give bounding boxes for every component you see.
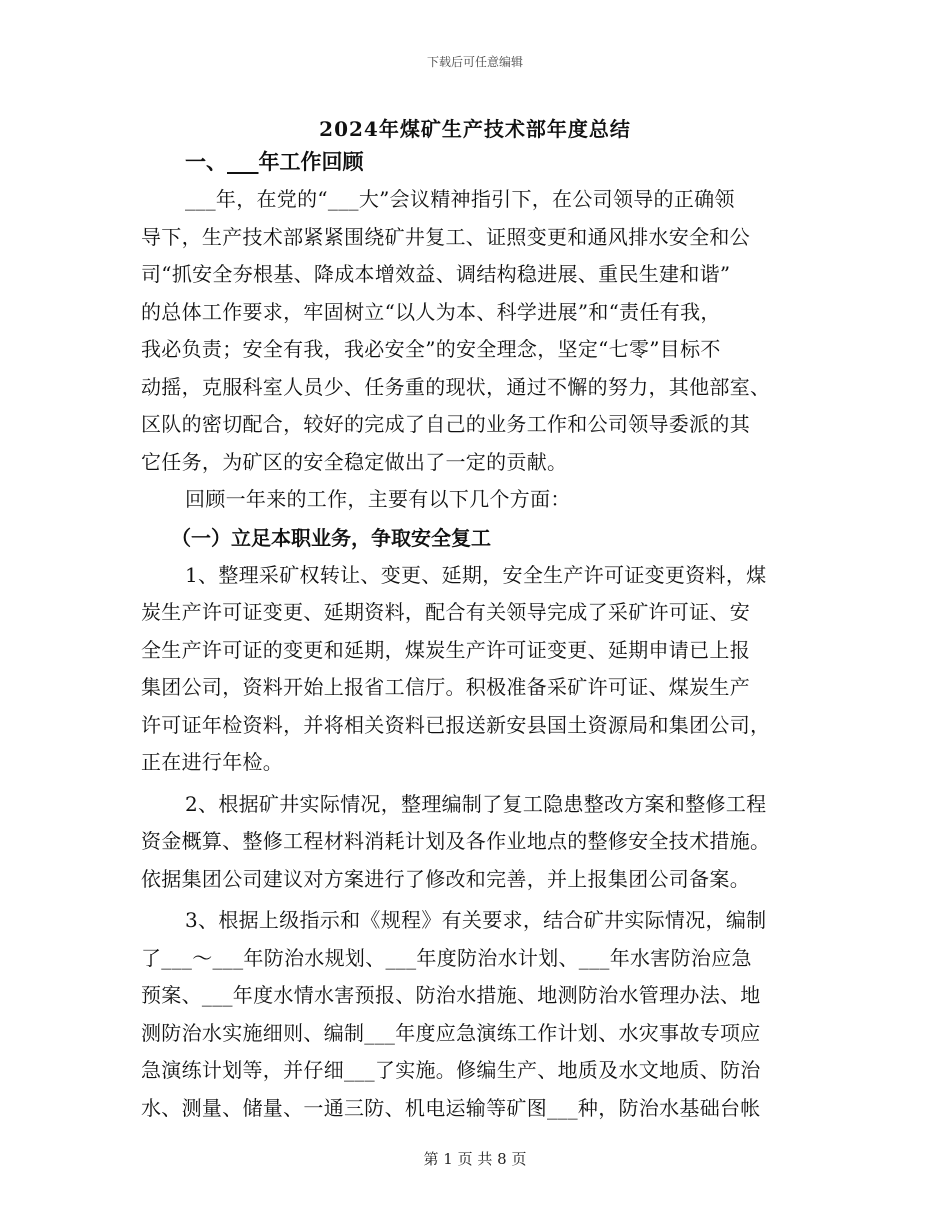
paragraph-line: 水、测量、储量、一通三防、机电运输等矿图___种，防治水基础台帐	[141, 1095, 761, 1120]
paragraph-line: 回顾一年来的工作，主要有以下几个方面：	[185, 487, 571, 511]
paragraph-line: ___年，在党的“___大”会议精神指引下，在公司领导的正确领	[185, 187, 735, 211]
paragraph-line: 测防治水实施细则、编制___年度应急演练工作计划、水灾事故专项应	[141, 1020, 761, 1045]
paragraph-line: 急演练计划等，并仔细___了实施。修编生产、地质及水文地质、防治	[141, 1058, 761, 1082]
section1-heading: 一、___年工作回顾	[185, 149, 364, 174]
paragraph-line: 正在进行年检。	[141, 750, 284, 774]
paragraph-line: 动摇，克服科室人员少、任务重的现状，通过不懈的努力，其他部室、	[141, 374, 771, 399]
review-intro-paragraph	[141, 481, 809, 519]
paragraph-line: 司“抓安全夯根基、降成本增效益、调结构稳进展、重民生建和谐”	[141, 262, 731, 286]
paragraph-line: 导下，生产技术部紧紧围绕矿井复工、证照变更和通风排水安全和公	[141, 224, 750, 249]
paragraph-line: 集团公司，资料开始上报省工信厅。积极准备采矿许可证、煤炭生产	[141, 675, 750, 699]
paragraph-line: 依据集团公司建议对方案进行了修改和完善，并上报集团公司备案。	[141, 866, 750, 891]
header-note: 下载后可任意编辑	[426, 55, 523, 69]
subsection1-heading: （一）立足本职业务，争取安全复工	[171, 525, 491, 550]
document-title: 2024年煤矿生产技术部年度总结	[319, 117, 631, 141]
paragraph-line: 的总体工作要求，牢固树立“以人为本、科学进展”和“责任有我，	[141, 299, 721, 324]
paragraph-line: 了___～___年防治水规划、___年度防治水计划、___年水害防治应急	[141, 945, 752, 970]
paragraph-line: 区队的密切配合，较好的完成了自己的业务工作和公司领导委派的其	[141, 412, 750, 436]
intro-paragraph	[141, 181, 809, 481]
page-number: 第 1 页 共 8 页	[423, 1150, 527, 1168]
paragraph-line: 3、根据上级指示和《规程》有关要求，结合矿井实际情况，编制	[185, 908, 767, 932]
paragraph-line: 我必负责；安全有我，我必安全”的安全理念，坚定“七零”目标不	[141, 337, 721, 361]
paragraph-line: 全生产许可证的变更和延期，煤炭生产许可证变更、延期申请已上报	[141, 637, 750, 662]
paragraph-line: 许可证年检资料，并将相关资料已报送新安县国土资源局和集团公司，	[141, 712, 771, 737]
paragraph-line: 资金概算、整修工程材料消耗计划及各作业地点的整修安全技术措施。	[141, 829, 771, 853]
document-body	[141, 143, 809, 1127]
paragraph-line: 炭生产许可证变更、延期资料，配合有关领导完成了采矿许可证、安	[141, 600, 750, 624]
paragraph-line: 2、根据矿井实际情况，整理编制了复工隐患整改方案和整修工程	[185, 791, 767, 816]
item3-paragraph	[141, 902, 809, 1127]
paragraph-line: 它任务，为矿区的安全稳定做出了一定的贡献。	[141, 449, 568, 474]
item2-paragraph	[141, 786, 809, 899]
paragraph-line: 1、整理采矿权转让、变更、延期，安全生产许可证变更资料，煤	[185, 562, 767, 587]
item1-paragraph	[141, 557, 809, 782]
paragraph-line: 预案、___年度水情水害预报、防治水措施、地测防治水管理办法、地	[141, 983, 761, 1007]
